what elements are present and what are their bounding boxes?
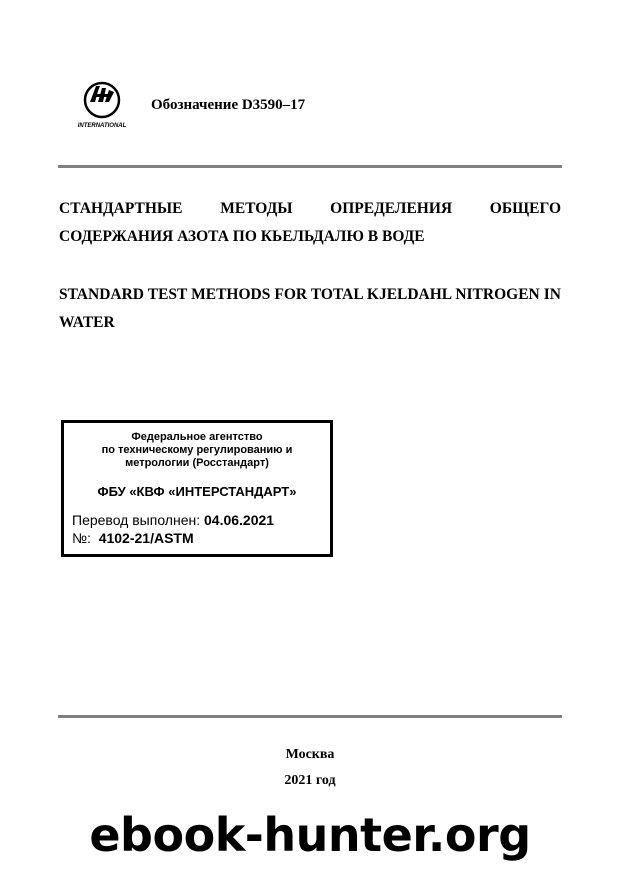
agency-line: метрологии (Росстандарт) [125, 457, 269, 469]
watermark: ebook-hunter.org [89, 808, 531, 862]
year: 2021 год [284, 773, 336, 788]
city: Москва [285, 747, 335, 762]
astm-logo [76, 80, 128, 130]
number-value: 4102-21/ASTM [98, 530, 194, 546]
bottom-divider [58, 715, 562, 718]
translated-label: Перевод выполнен: [72, 512, 201, 528]
logo-text: INTERNATIONAL [77, 123, 127, 129]
title-english: STANDARD TEST METHODS FOR TOTAL KJELDAHL NITROGEN IN WATER [59, 286, 561, 331]
stamp-number-row [72, 530, 194, 546]
title-russian: СТАНДАРТНЫЕ МЕТОДЫ ОПРЕДЕЛЕНИЯ ОБЩЕГО СОДЕРЖАНИЯ АЗОТА ПО КЬЕЛЬДАЛЮ В ВОДЕ [59, 200, 561, 245]
agency-line: Федеральное агентство [131, 431, 263, 443]
top-divider [58, 165, 562, 168]
translation-stamp [61, 420, 333, 557]
stamp-agency [64, 431, 330, 470]
stamp-translated-row [72, 512, 274, 528]
agency-line: по техническому регулированию и [101, 444, 293, 456]
number-label: №: [72, 530, 91, 546]
stamp-organization: ФБУ «КВФ «ИНТЕРСТАНДАРТ» [97, 484, 297, 499]
designation: Обозначение D3590–17 [151, 97, 306, 113]
translated-date: 04.06.2021 [204, 512, 275, 528]
